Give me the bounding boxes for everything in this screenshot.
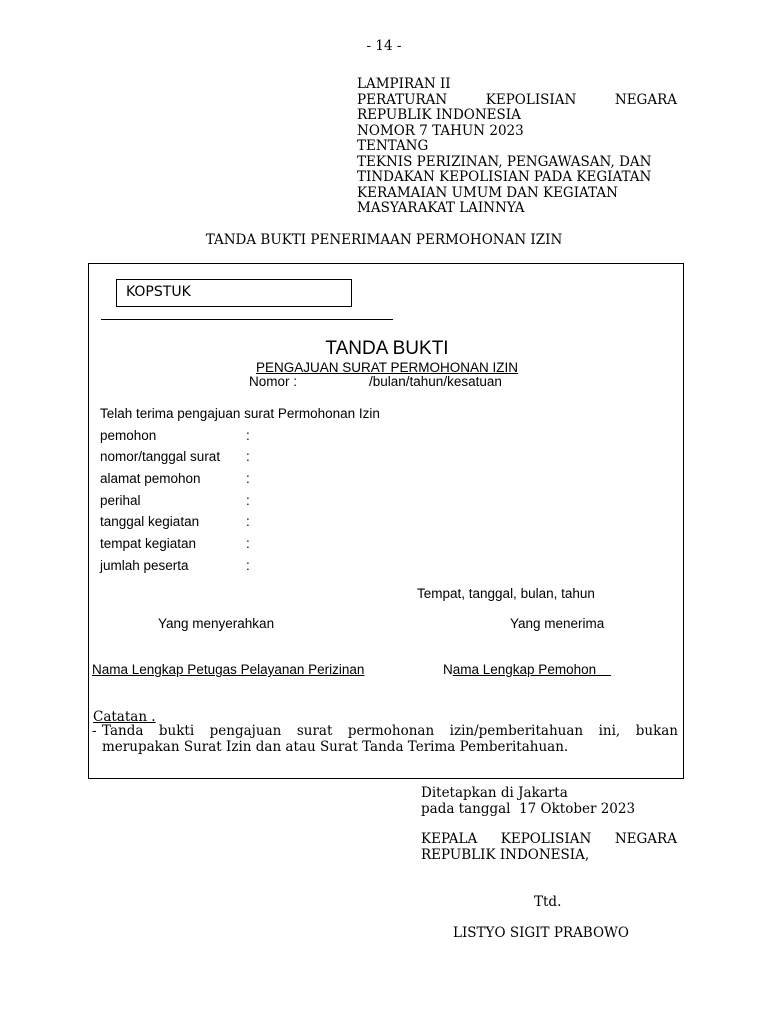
field-label: tempat kegiatan: [100, 536, 197, 551]
applicant-name-rest: ama Lengkap Pemohon: [452, 662, 612, 677]
lampiran-line: [357, 93, 677, 109]
note-line: merupakan Surat Izin dan atau Surat Tanda Terima Pemberitahuan.: [102, 738, 569, 755]
receipt-form: [88, 263, 684, 779]
field-colon: :: [246, 471, 250, 486]
field-colon: :: [246, 428, 250, 443]
lampiran-line: MASYARAKAT LAINNYA: [357, 200, 525, 216]
page-number: - 14 -: [366, 38, 402, 54]
lampiran-line: KERAMAIAN UMUM DAN KEGIATAN: [357, 184, 618, 201]
note-label: Catatan .: [93, 709, 156, 725]
position-word: KEPOLISIAN: [500, 831, 592, 847]
field-label: tanggal kegiatan: [100, 514, 200, 529]
field-colon: :: [246, 514, 250, 529]
lampiran-line: TENTANG: [357, 138, 429, 154]
nomor-label: Nomor :: [249, 374, 298, 389]
note-text: [92, 724, 678, 755]
position-line: [421, 832, 677, 848]
applicant-name-initial: N: [443, 662, 453, 677]
lampiran-line: TINDAKAN KEPOLISIAN PADA KEGIATAN: [357, 169, 652, 185]
lampiran-line: NOMOR 7 TAHUN 2023: [357, 122, 524, 139]
recipient-label: Yang menerima: [510, 616, 605, 631]
note-dash: -: [92, 723, 97, 739]
lampiran-word: KEPOLISIAN: [485, 91, 577, 108]
position-word: NEGARA: [614, 831, 677, 847]
field-colon: :: [246, 449, 250, 464]
kopstuk-divider: [101, 319, 393, 320]
footer-block: [421, 786, 677, 863]
nomor-value: /bulan/tahun/kesatuan: [369, 374, 502, 389]
signature-mark: Ttd.: [534, 894, 562, 910]
field-label: perihal: [100, 493, 141, 508]
lampiran-word: NEGARA: [614, 91, 677, 108]
lampiran-line: REPUBLIK INDONESIA: [357, 107, 521, 123]
field-label: nomor/tanggal surat: [100, 449, 221, 464]
position-line: REPUBLIK INDONESIA,: [421, 846, 590, 863]
applicant-name: [443, 662, 611, 677]
submitter-label: Yang menyerahkan: [158, 616, 275, 631]
field-colon: :: [246, 493, 250, 508]
ditetapkan-line: Ditetapkan di Jakarta: [421, 785, 568, 801]
lampiran-header: [357, 77, 677, 217]
lampiran-line: TEKNIS PERIZINAN, PENGAWASAN, DAN: [357, 153, 652, 170]
field-label: jumlah peserta: [100, 558, 189, 573]
field-colon: :: [246, 536, 250, 551]
place-date-line: Tempat, tanggal, bulan, tahun: [417, 586, 595, 601]
document-heading: TANDA BUKTI PENERIMAAN PERMOHONAN IZIN: [205, 232, 563, 248]
position-word: KEPALA: [421, 831, 478, 847]
field-label: alamat pemohon: [100, 471, 201, 486]
kopstuk-box: KOPSTUK: [116, 279, 352, 307]
form-title: TANDA BUKTI: [325, 338, 449, 359]
note-line: Tanda bukti pengajuan surat permohonan izin/pemberitahuan ini, bukan: [102, 723, 678, 739]
form-subtitle: PENGAJUAN SURAT PERMOHONAN IZIN: [255, 360, 519, 375]
lampiran-word: PERATURAN: [357, 91, 448, 108]
signer-name: LISTYO SIGIT PRABOWO: [453, 925, 629, 941]
intro-text: Telah terima pengajuan surat Permohonan Izin: [100, 406, 380, 421]
lampiran-line: LAMPIRAN II: [357, 76, 451, 92]
officer-name: Nama Lengkap Petugas Pelayanan Perizinan: [92, 662, 365, 677]
date-line: pada tanggal 17 Oktober 2023: [421, 800, 636, 817]
field-label: pemohon: [100, 428, 157, 443]
field-colon: :: [246, 558, 250, 573]
